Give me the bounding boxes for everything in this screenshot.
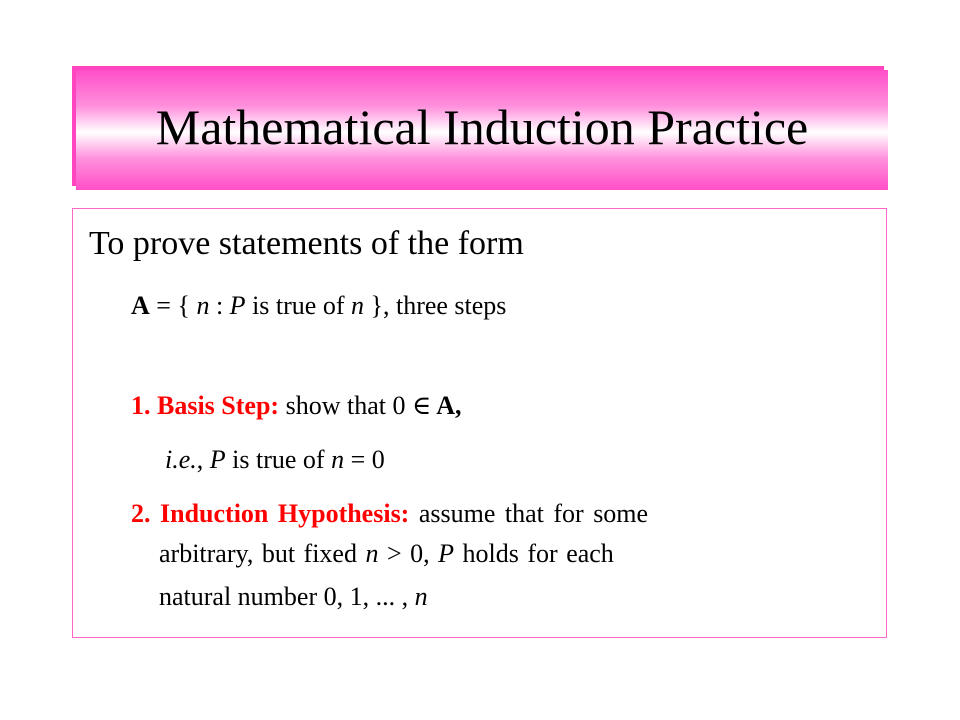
var-n: n (350, 291, 364, 320)
set-eq-open: = { (149, 291, 197, 320)
comma-text: , (196, 445, 210, 474)
var-p: P (438, 539, 455, 568)
intro-line: To prove statements of the form (89, 225, 524, 262)
set-close-text: }, three steps (363, 291, 507, 320)
var-n: n (331, 445, 345, 474)
is-true-of-text: is true of (225, 445, 332, 474)
basis-step-line (131, 391, 462, 421)
equals-zero-text: = 0 (344, 445, 385, 474)
hypothesis-text: arbitrary, but fixed (159, 539, 366, 568)
title-banner (76, 70, 888, 190)
var-n: n (365, 539, 379, 568)
basis-step-text: show that 0 (279, 391, 412, 420)
set-colon: : (209, 291, 230, 320)
induction-hypothesis-line (131, 499, 648, 529)
set-name: A (131, 291, 150, 320)
slide-title: Mathematical Induction Practice (155, 99, 809, 155)
var-p: P (209, 445, 226, 474)
basis-step-detail (165, 445, 385, 475)
induction-hypothesis-text: assume that for some (409, 499, 649, 528)
hypothesis-text: holds for each (454, 539, 614, 568)
induction-hypothesis-label: 2. Induction Hypothesis: (131, 499, 410, 528)
var-p: P (229, 291, 246, 320)
var-n: n (196, 291, 210, 320)
induction-hypothesis-line-2 (159, 539, 614, 569)
set-definition-line (131, 291, 506, 321)
induction-hypothesis-line-3 (159, 582, 428, 612)
basis-step-label: 1. Basis Step: (131, 391, 280, 420)
var-n: n (414, 582, 428, 611)
element-of-symbol: ∈ (411, 391, 432, 420)
hypothesis-text: natural number 0, 1, ... , (159, 582, 415, 611)
ie-text: i.e. (165, 445, 197, 474)
hypothesis-text: > 0, (378, 539, 439, 568)
set-name: A, (431, 391, 462, 420)
content-box (72, 208, 887, 638)
is-true-of-text: is true of (245, 291, 351, 320)
